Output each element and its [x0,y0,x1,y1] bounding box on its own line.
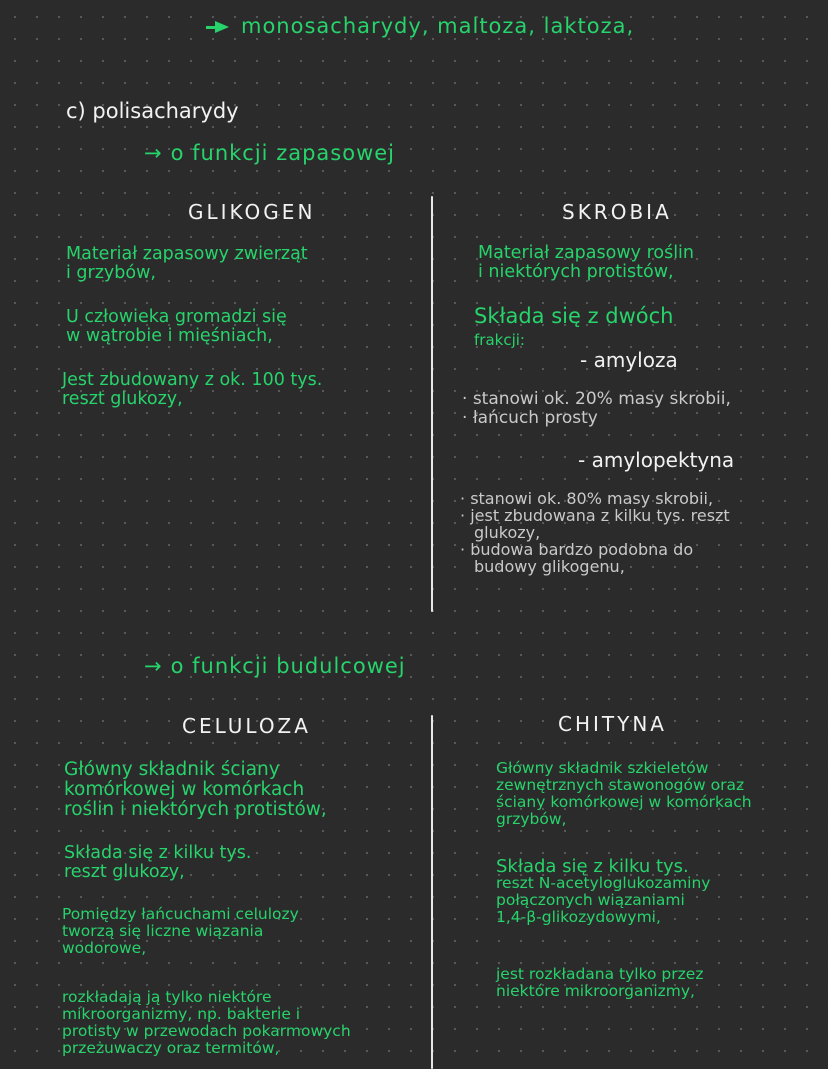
note-line: przeżuwaczy oraz termitów, [62,1039,280,1057]
note-line: zewnętrznych stawonogów oraz [496,776,745,794]
arrow-icon: → [144,141,163,165]
storage-function-heading [144,141,395,165]
note-line: Składa się z kilku tys. [496,856,689,877]
skrobia-fractions-line: Składa się z dwóch [474,304,674,328]
amylopektyna-label: - amylopektyna [578,448,735,472]
chityna-title: CHITYNA [558,712,667,736]
note-line: U człowieka gromadzi się [66,307,287,327]
note-line: rozkładają ją tylko niektóre [62,988,272,1006]
note-line: Główny składnik ściany [64,759,280,780]
celuloza-note-3 [62,906,299,957]
celuloza-note-4 [62,989,351,1057]
note-line: Składa się z kilku tys. [64,843,252,863]
bullet-icon: · [460,540,466,559]
list-item [460,541,730,558]
list-item-text: stanowi ok. 20% masy skrobii, [472,389,731,409]
top-summary-line [206,14,634,38]
amylopektyna-points [460,490,730,575]
glikogen-note-1 [66,245,308,283]
note-line: niektóre mikroorganizmy, [496,982,695,1000]
note-line: reszt glukozy, [64,862,185,882]
note-line: komórkowej w komórkach [64,779,305,800]
column-divider-top [431,196,433,612]
note-line: połączonych wiązaniami [496,891,685,909]
note-line: i grzybów, [66,263,156,283]
note-line: mikroorganizmy, np. bakterie i [62,1005,301,1023]
glikogen-note-3 [62,371,322,409]
glikogen-title: GLIKOGEN [188,200,316,224]
column-divider-bottom [431,715,433,1069]
skrobia-title: SKROBIA [562,200,672,224]
list-item-continuation: glukozy, [474,523,541,542]
chityna-note-2 [496,858,710,926]
note-line: ściany komórkowej w komórkach [496,793,752,811]
list-item [462,390,731,409]
note-line: jest rozkładana tylko przez [496,965,704,983]
glikogen-note-2 [66,308,287,346]
amyloza-points [462,390,731,428]
note-line: reszt N-acetyloglukozaminy [496,874,711,892]
bullet-icon: · [462,389,468,409]
celuloza-note-1 [64,760,327,820]
note-line: Materiał zapasowy roślin [478,243,695,263]
bullet-icon: · [460,506,466,525]
arrow-icon: → [144,654,163,678]
note-line: Materiał zapasowy zwierząt [66,244,308,264]
bullet-icon: · [460,489,466,508]
structural-heading-text: o funkcji budulcowej [170,654,406,678]
note-line: reszt glukozy, [62,389,183,409]
section-c-title: c) polisacharydy [66,99,239,123]
chityna-note-3 [496,966,703,1000]
note-line: i niektórych protistów, [478,262,674,282]
note-line: grzybów, [496,810,567,828]
note-line: Jest zbudowany z ok. 100 tys. [62,370,323,390]
note-line: protisty w przewodach pokarmowych [62,1022,351,1040]
note-line: tworzą się liczne wiązania [62,922,264,940]
note-line: roślin i niektórych protistów, [64,799,327,820]
list-item-text: stanowi ok. 80% masy skrobii, [470,489,714,508]
celuloza-title: CELULOZA [182,714,311,738]
list-item [460,490,730,507]
list-item-text: jest zbudowana z kilku tys. reszt [470,506,730,525]
top-line-text: monosacharydy, maltoza, laktoza, [241,14,635,38]
bullet-icon: · [462,408,468,428]
list-item-text: łańcuch prosty [472,408,598,428]
note-line: wodorowe, [62,939,147,957]
list-item-text: budowa bardzo podobna do [470,540,694,559]
structural-function-heading [144,654,406,678]
amyloza-label: - amyloza [580,348,678,372]
celuloza-note-2 [64,844,251,882]
note-line: 1,4-β-glikozydowymi, [496,908,661,926]
note-line: w wątrobie i mięśniach, [66,326,273,346]
list-item [462,409,731,428]
arrow-right-icon [215,21,229,33]
note-line: Pomiędzy łańcuchami celulozy [62,905,299,923]
storage-heading-text: o funkcji zapasowej [170,141,396,165]
list-item [460,507,730,524]
skrobia-note-1 [478,244,694,282]
chityna-note-1 [496,760,752,828]
skrobia-fractions-word: frakcji: [474,331,525,349]
list-item-continuation: budowy glikogenu, [474,557,625,576]
note-line: Główny składnik szkieletów [496,759,709,777]
